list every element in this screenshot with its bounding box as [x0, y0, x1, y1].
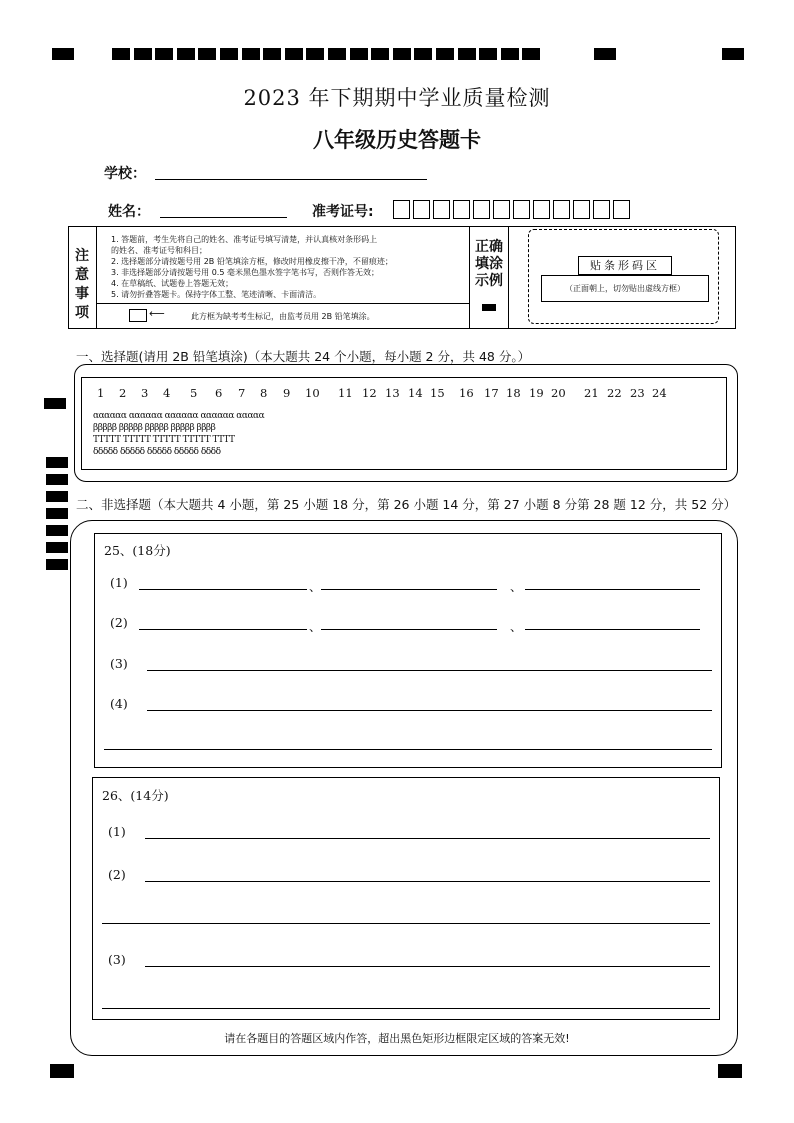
question-number: 15 [430, 386, 445, 400]
q26-part3-line[interactable] [145, 966, 710, 967]
q25-part2-line-a[interactable] [139, 629, 307, 630]
timing-mark [198, 48, 216, 60]
timing-mark [436, 48, 454, 60]
question-number: 16 [459, 386, 474, 400]
school-field[interactable] [155, 179, 427, 180]
question-number: 13 [385, 386, 400, 400]
question-number: 2 [119, 386, 127, 400]
timing-mark [46, 508, 68, 519]
timing-mark [594, 48, 616, 60]
timing-mark [46, 474, 68, 485]
timing-mark [263, 48, 281, 60]
q26-part2-line[interactable] [145, 881, 710, 882]
q25-extra-line[interactable] [104, 749, 712, 750]
timing-mark [242, 48, 260, 60]
timing-mark [112, 48, 130, 60]
name-label: 姓名： [108, 204, 150, 220]
question-number: 9 [283, 386, 291, 400]
timing-mark [414, 48, 432, 60]
notice-panel [68, 226, 736, 329]
question-number: 8 [260, 386, 268, 400]
q26-part3-extra-line[interactable] [102, 1008, 710, 1009]
timing-mark [52, 48, 74, 60]
q25-part2-line-c[interactable] [525, 629, 700, 630]
timing-mark [220, 48, 238, 60]
notice-items: 1. 答题前，考生先将自己的姓名、准考证号填写清楚，并认真核对条形码上 的姓名、准考证号和科目； 2. 选择题部分请按题号用 2B 铅笔填涂方框，修改时用橡皮擦干净，不留痕迹； 3. 非选择题部分请按题号用 0.5 毫米黑色墨水签字笔书写，否则作答无效； 4. 在草稿纸、试题卷上答题无效； 5. 请勿折叠答题卡。保持字体工整、笔迹清晰、卡面清洁。 [111, 235, 393, 299]
question-number: 10 [305, 386, 320, 400]
correct-fill-example [482, 304, 496, 311]
bubble-row-d[interactable]: δδδδδ δδδδδ δδδδδ δδδδδ δδδδ [93, 447, 221, 457]
question-number: 6 [215, 386, 223, 400]
timing-mark [479, 48, 497, 60]
q26-title: 26、(14分) [102, 788, 169, 803]
timing-mark [328, 48, 346, 60]
correct-fill-label: 正确 填涂 示例 [475, 239, 503, 289]
id-number-boxes[interactable] [393, 200, 633, 223]
arrow-left-icon: ⟵ [149, 307, 165, 320]
exam-title: 2023 年下期期中学业质量检测 [243, 86, 551, 110]
timing-mark [350, 48, 368, 60]
timing-mark [522, 48, 540, 60]
timing-mark [46, 525, 68, 536]
timing-mark [718, 1064, 742, 1078]
answer-area-warning: 请在各题目的答题区域内作答，超出黑色矩形边框限定区域的答案无效! [224, 1032, 570, 1045]
q25-part3-line[interactable] [147, 670, 712, 671]
answer-sheet-title: 八年级历史答题卡 [313, 128, 481, 152]
question-number: 19 [529, 386, 544, 400]
q26-answer-box [92, 777, 720, 1020]
q26-part1-label: (1) [108, 824, 126, 839]
q26-part2-label: (2) [108, 867, 126, 882]
notice-label: 注 意 事 项 [75, 248, 89, 321]
barcode-note: （正面朝上，切勿贴出虚线方框） [541, 275, 709, 302]
id-label: 准考证号: [312, 204, 374, 220]
q25-part2-line-b[interactable] [321, 629, 497, 630]
barcode-title: 贴条形码区 [578, 256, 672, 275]
question-number: 7 [238, 386, 246, 400]
absent-mark-box[interactable] [129, 309, 147, 322]
question-number: 17 [484, 386, 499, 400]
q25-part3-label: (3) [110, 656, 128, 671]
timing-mark [306, 48, 324, 60]
q25-part1-line-c[interactable] [525, 589, 700, 590]
name-field[interactable] [160, 217, 287, 218]
q25-part4-label: (4) [110, 696, 128, 711]
question-number: 1 [97, 386, 105, 400]
timing-mark [44, 398, 66, 409]
timing-mark [46, 457, 68, 468]
question-number: 22 [607, 386, 622, 400]
question-number: 21 [584, 386, 599, 400]
timing-mark [46, 542, 68, 553]
q25-part1-line-a[interactable] [139, 589, 307, 590]
timing-mark [177, 48, 195, 60]
timing-mark [155, 48, 173, 60]
question-number: 14 [408, 386, 423, 400]
q25-part1-label: (1) [110, 575, 128, 590]
school-label: 学校： [104, 166, 146, 182]
timing-mark [46, 559, 68, 570]
q25-part1-line-b[interactable] [321, 589, 497, 590]
q25-answer-box [94, 533, 722, 768]
question-number: 20 [551, 386, 566, 400]
q25-title: 25、(18分) [104, 543, 171, 558]
barcode-area [528, 229, 719, 324]
bubble-row-b[interactable]: βββββ βββββ βββββ βββββ ββββ [93, 423, 216, 433]
question-number: 4 [163, 386, 171, 400]
timing-mark [393, 48, 411, 60]
timing-mark [46, 491, 68, 502]
timing-mark [50, 1064, 74, 1078]
timing-mark [371, 48, 389, 60]
section1-title: 一、选择题(请用 2B 铅笔填涂)（本大题共 24 个小题，每小题 2 分，共 48 分。） [76, 349, 531, 364]
q26-part1-line[interactable] [145, 838, 710, 839]
timing-mark [285, 48, 303, 60]
bubble-row-a[interactable]: αααααα αααααα αααααα αααααα ααααα [93, 411, 265, 421]
question-number: 18 [506, 386, 521, 400]
q26-part2-extra-line[interactable] [102, 923, 710, 924]
question-number: 3 [141, 386, 149, 400]
question-number: 11 [338, 386, 353, 400]
timing-mark [134, 48, 152, 60]
timing-mark [501, 48, 519, 60]
absent-note: 此方框为缺考考生标记，由监考员用 2B 铅笔填涂。 [191, 312, 375, 321]
question-number: 5 [190, 386, 198, 400]
section2-title: 二、非选择题（本大题共 4 小题，第 25 小题 18 分，第 26 小题 14 分，第 27 小题 8 分第 28 题 12 分，共 52 分） [76, 497, 737, 512]
q25-part2-label: (2) [110, 615, 128, 630]
bubble-row-c[interactable]: ΤΤΤΤΤ ΤΤΤΤΤ ΤΤΤΤΤ ΤΤΤΤΤ ΤΤΤΤ [93, 435, 235, 445]
q25-part4-line[interactable] [147, 710, 712, 711]
timing-mark [458, 48, 476, 60]
question-number: 24 [652, 386, 667, 400]
question-number: 23 [630, 386, 645, 400]
q26-part3-label: (3) [108, 952, 126, 967]
timing-mark [722, 48, 744, 60]
question-number: 12 [362, 386, 377, 400]
